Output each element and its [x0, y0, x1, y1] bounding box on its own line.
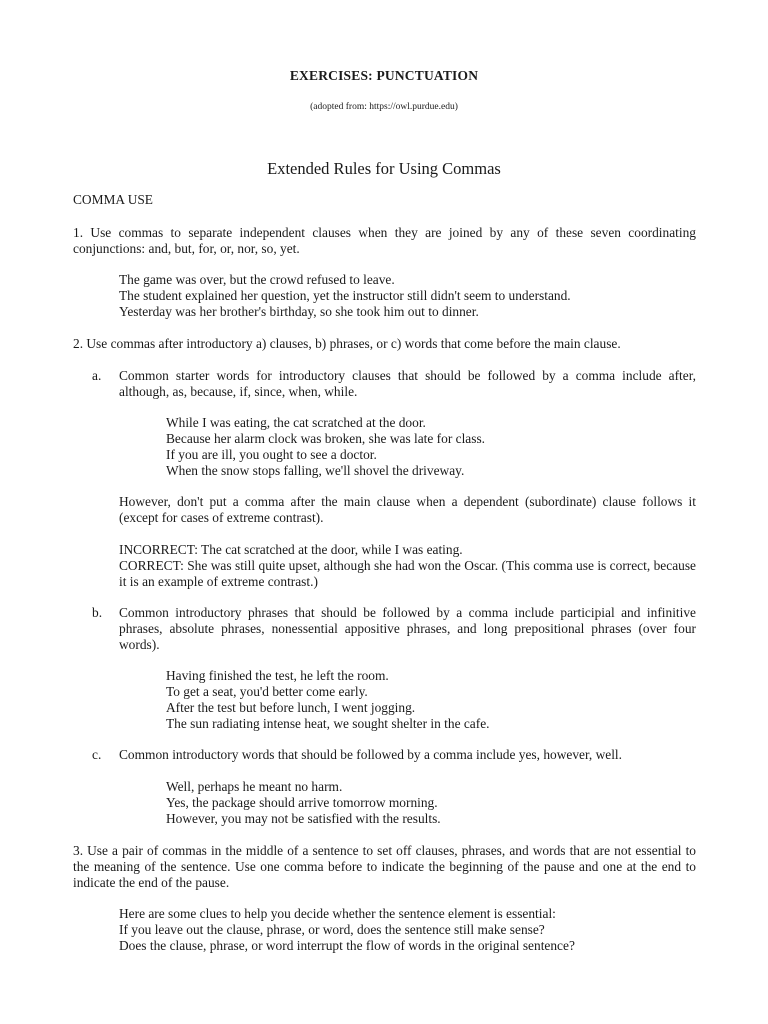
example-sentence: Well, perhaps he meant no harm. — [166, 779, 343, 794]
clue-line: Here are some clues to help you decide whether the sentence element is essential: — [119, 906, 556, 921]
rule-2a-however: However, don't put a comma after the main clause when a dependent (subordinate) clause follows it (except for cases of extreme contrast). — [119, 494, 696, 525]
example-sentence: To get a seat, you'd better come early. — [166, 684, 368, 699]
clue-line: Does the clause, phrase, or word interrupt the flow of words in the original sentence? — [119, 938, 575, 953]
example-sentence: The sun radiating intense heat, we sought shelter in the cafe. — [166, 716, 490, 731]
rule-2a-correct: CORRECT: She was still quite upset, although she had won the Oscar. (This comma use is correct, because it is an example of extreme contrast.) — [119, 558, 696, 589]
example-sentence: Having finished the test, he left the room. — [166, 668, 389, 683]
rule-2b-text: Common introductory phrases that should be followed by a comma include participial and infinitive phrases, absolute phrases, nonessential appositive phrases, and long prepositional phrases (over four words). — [119, 605, 696, 652]
example-sentence: Yesterday was her brother's birthday, so she took him out to dinner. — [119, 304, 479, 319]
example-sentence: While I was eating, the cat scratched at the door. — [166, 415, 426, 430]
section-heading: COMMA USE — [73, 192, 153, 207]
rule-1-text: 1. Use commas to separate independent clauses when they are joined by any of these seven coordinating conjunctions: and, but, for, or, nor, so, yet. — [73, 225, 696, 256]
rule-2c-examples — [166, 779, 726, 827]
rule-2b-examples — [166, 668, 726, 732]
example-sentence: Because her alarm clock was broken, she was late for class. — [166, 431, 486, 446]
rule-2c-text: Common introductory words that should be followed by a comma include yes, however, well. — [119, 747, 622, 762]
example-sentence: The student explained her question, yet the instructor still didn't seem to understand. — [119, 288, 571, 303]
document-title: EXERCISES: PUNCTUATION — [289, 68, 479, 83]
rule-2a-text: Common starter words for introductory clauses that should be followed by a comma include after, although, as, because, if, since, when, while. — [119, 368, 696, 399]
example-sentence: Yes, the package should arrive tomorrow morning. — [166, 795, 438, 810]
example-sentence: After the test but before lunch, I went jogging. — [166, 700, 416, 715]
item-letter-a: a. — [92, 368, 102, 383]
rule-2a-incorrect: INCORRECT: The cat scratched at the door, while I was eating. — [119, 542, 463, 557]
rule-2-text: 2. Use commas after introductory a) clauses, b) phrases, or c) words that come before the main clause. — [73, 336, 621, 351]
example-sentence: However, you may not be satisfied with the results. — [166, 811, 441, 826]
rule-1-examples — [119, 272, 719, 320]
clue-line: If you leave out the clause, phrase, or word, does the sentence still make sense? — [119, 922, 545, 937]
item-letter-b: b. — [92, 605, 103, 620]
example-sentence: If you are ill, you ought to see a doctor. — [166, 447, 377, 462]
rule-3-text: 3. Use a pair of commas in the middle of a sentence to set off clauses, phrases, and words that are not essential to the meaning of the sentence. Use one comma before to indicate the beginning of the pause and one at the end to indicate the end of the pause. — [73, 843, 696, 890]
example-sentence: When the snow stops falling, we'll shovel the driveway. — [166, 463, 465, 478]
document-subtitle: Extended Rules for Using Commas — [267, 159, 501, 178]
rule-3-clues — [119, 906, 719, 954]
item-letter-c: c. — [92, 747, 102, 762]
source-note: (adopted from: https://owl.purdue.edu) — [310, 102, 458, 112]
example-sentence: The game was over, but the crowd refused to leave. — [119, 272, 395, 287]
rule-2a-examples — [166, 415, 726, 479]
